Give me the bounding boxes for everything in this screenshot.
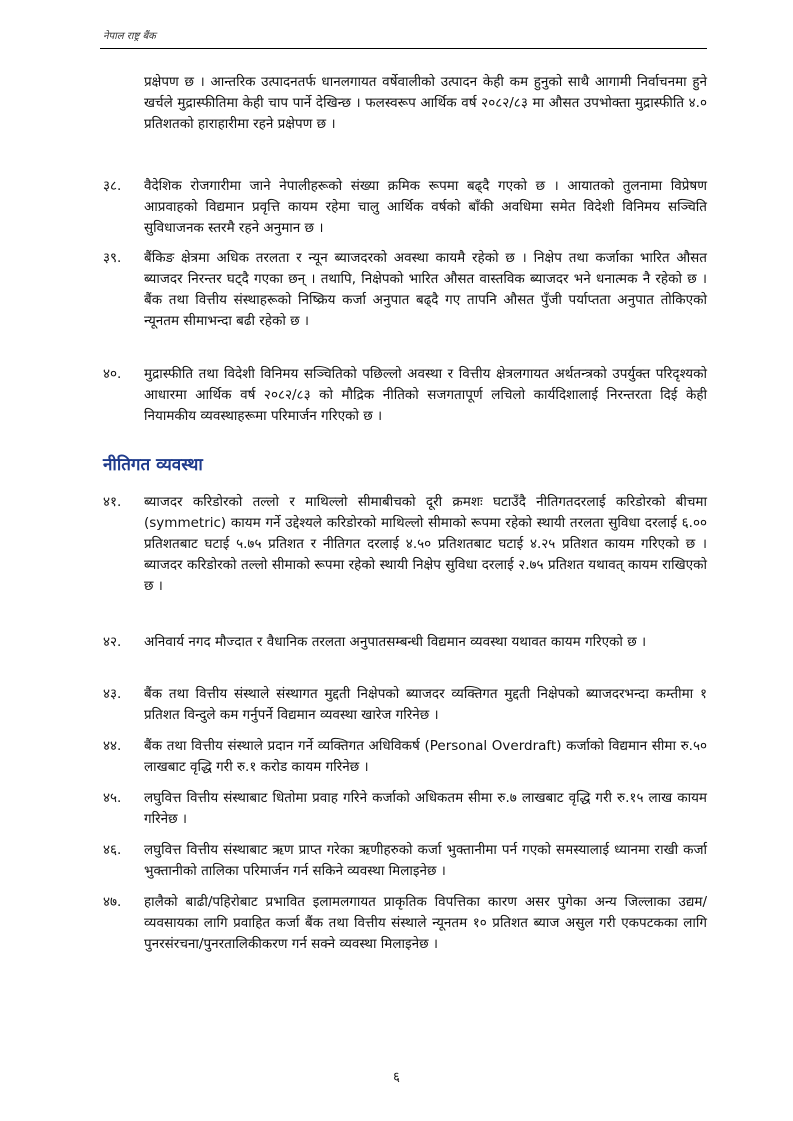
paragraph-text: अनिवार्य नगद मौज्दात र वैधानिक तरलता अनुपातसम्बन्धी विद्यमान व्यवस्था यथावत कायम गरिएको छ । — [144, 634, 647, 650]
paragraph-number: ४५. — [103, 790, 122, 806]
paragraph-40 — [103, 364, 707, 427]
paragraph-42 — [103, 632, 707, 653]
paragraph-47 — [103, 892, 707, 955]
page-number: ६ — [393, 1070, 400, 1085]
paragraph-number: ४६. — [103, 842, 122, 858]
section-heading: नीतिगत व्यवस्था — [103, 455, 203, 475]
paragraph-number: ३८. — [103, 178, 122, 194]
paragraph-text: वैदेशिक रोजगारीमा जाने नेपालीहरूको संख्या क्रमिक रूपमा बढ्दै गएको छ । आयातको तुलनामा विप्रेषण आप्रवाहको विद्यमान प्रवृत्ति कायम रहेमा चालु आर्थिक वर्षको बाँकी अवधिमा समेत विदेशी विनिमय सञ्चिति सुविधाजनक स्तरमै रहने अनुमान छ । — [144, 178, 707, 236]
paragraph-text: हालैको बाढी/पहिरोबाट प्रभावित इलामलगायत प्राकृतिक विपत्तिका कारण असर पुगेका अन्य जिल्लाका उद्यम/व्यवसायका लागि प्रवाहित कर्जा बैंक तथा वित्तीय संस्थाले न्यूनतम १० प्रतिशत ब्याज असुल गरी एकपटकका लागि पुनरसंरचना/पुनरतालिकीकरण गर्न सक्ने व्यवस्था मिलाइनेछ । — [144, 894, 707, 952]
paragraph-text: मुद्रास्फीति तथा विदेशी विनिमय सञ्चितिको पछिल्लो अवस्था र वित्तीय क्षेत्रलगायत अर्थतन्त्रको उपर्युक्त परिदृश्यको आधारमा आर्थिक वर्ष २०८२/८३ को मौद्रिक नीतिको सजगतापूर्ण लचिलो कार्यदिशालाई निरन्तरता दिई केही नियामकीय व्यवस्थाहरूमा परिमार्जन गरिएको छ । — [144, 366, 707, 424]
paragraph-text: प्रक्षेपण छ । आन्तरिक उत्पादनतर्फ धानलगायत वर्षेवालीको उत्पादन केही कम हुनुको साथै आगामी निर्वाचनमा हुने खर्चले मुद्रास्फीतिमा केही चाप पार्ने देखिन्छ । फलस्वरूप आर्थिक वर्ष २०८२/८३ मा औसत उपभोक्ता मुद्रास्फीति ४.० प्रतिशतको हाराहारीमा रहने प्रक्षेपण छ । — [144, 74, 707, 132]
paragraph-number: ४०. — [103, 366, 122, 382]
paragraph-number: ४४. — [103, 738, 122, 754]
paragraph-43 — [103, 684, 707, 726]
paragraph-text: लघुवित्त वित्तीय संस्थाबाट ऋण प्राप्त गरेका ऋणीहरुको कर्जा भुक्तानीमा पर्न गएको समस्यालाई ध्यानमा राखी कर्जा भुक्तानीको तालिका परिमार्जन गर्न सकिने व्यवस्था मिलाइनेछ । — [144, 842, 708, 879]
header-divider — [100, 48, 707, 49]
paragraph-45 — [103, 788, 707, 830]
paragraph-text: बैंक तथा वित्तीय संस्थाले संस्थागत मुद्दती निक्षेपको ब्याजदर व्यक्तिगत मुद्दती निक्षेपको ब्याजदरभन्दा कम्तीमा १ प्रतिशत विन्दुले कम गर्नुपर्ने विद्यमान व्यवस्था खारेज गरिनेछ । — [144, 686, 707, 723]
paragraph-number: ४७. — [103, 894, 122, 910]
page-header-title: नेपाल राष्ट्र बैंक — [103, 31, 156, 42]
paragraph-44 — [103, 736, 707, 778]
paragraph-text: लघुवित्त वित्तीय संस्थाबाट धितोमा प्रवाह गरिने कर्जाको अधिकतम सीमा रु.७ लाखबाट वृद्धि गरी रु.१५ लाख कायम गरिनेछ । — [144, 790, 707, 827]
paragraph-38 — [103, 176, 707, 239]
paragraph-text: बैंकिङ क्षेत्रमा अधिक तरलता र न्यून ब्याजदरको अवस्था कायमै रहेको छ । निक्षेप तथा कर्जाका भारित औसत ब्याजदर निरन्तर घट्दै गएका छन् । तथापि, निक्षेपको भारित औसत वास्तविक ब्याजदर भने धनात्मक नै रहेको छ । बैंक तथा वित्तीय संस्थाहरूको निष्क्रिय कर्जा अनुपात बढ्दै गए तापनि औसत पुँजी पर्याप्तता अनुपात तोकिएको न्यूनतम सीमाभन्दा बढी रहेको छ । — [144, 250, 707, 329]
paragraph-number: ३९. — [103, 250, 122, 266]
paragraph-text: ब्याजदर करिडोरको तल्लो र माथिल्लो सीमाबीचको दूरी क्रमशः घटाउँदै नीतिगतदरलाई करिडोरको बीचमा (symmetric) कायम गर्ने उद्देश्यले करिडोरको माथिल्लो सीमाको रूपमा रहेको स्थायी तरलता सुविधा दरलाई ६.०० प्रतिशतबाट घटाई ५.७५ प्रतिशत र नीतिगत दरलाई ४.५० प्रतिशतबाट घटाई ४.२५ प्रतिशत कायम गरिएको छ । ब्याजदर करिडोरको तल्लो सीमाको रूपमा रहेको स्थायी निक्षेप सुविधा दरलाई २.७५ प्रतिशत यथावत् कायम राखिएको छ । — [144, 494, 707, 594]
paragraph-number: ४२. — [103, 634, 122, 650]
paragraph-39 — [103, 248, 707, 332]
intro-continuation-paragraph — [103, 72, 707, 135]
paragraph-text: बैंक तथा वित्तीय संस्थाले प्रदान गर्ने व्यक्तिगत अधिविकर्ष (Personal Overdraft) कर्जाको विद्यमान सीमा रु.५० लाखबाट वृद्धि गरी रु.१ करोड कायम गरिनेछ । — [144, 738, 707, 775]
paragraph-number: ४३. — [103, 686, 122, 702]
paragraph-46 — [103, 840, 707, 882]
paragraph-number: ४१. — [103, 494, 122, 510]
paragraph-41 — [103, 492, 707, 597]
